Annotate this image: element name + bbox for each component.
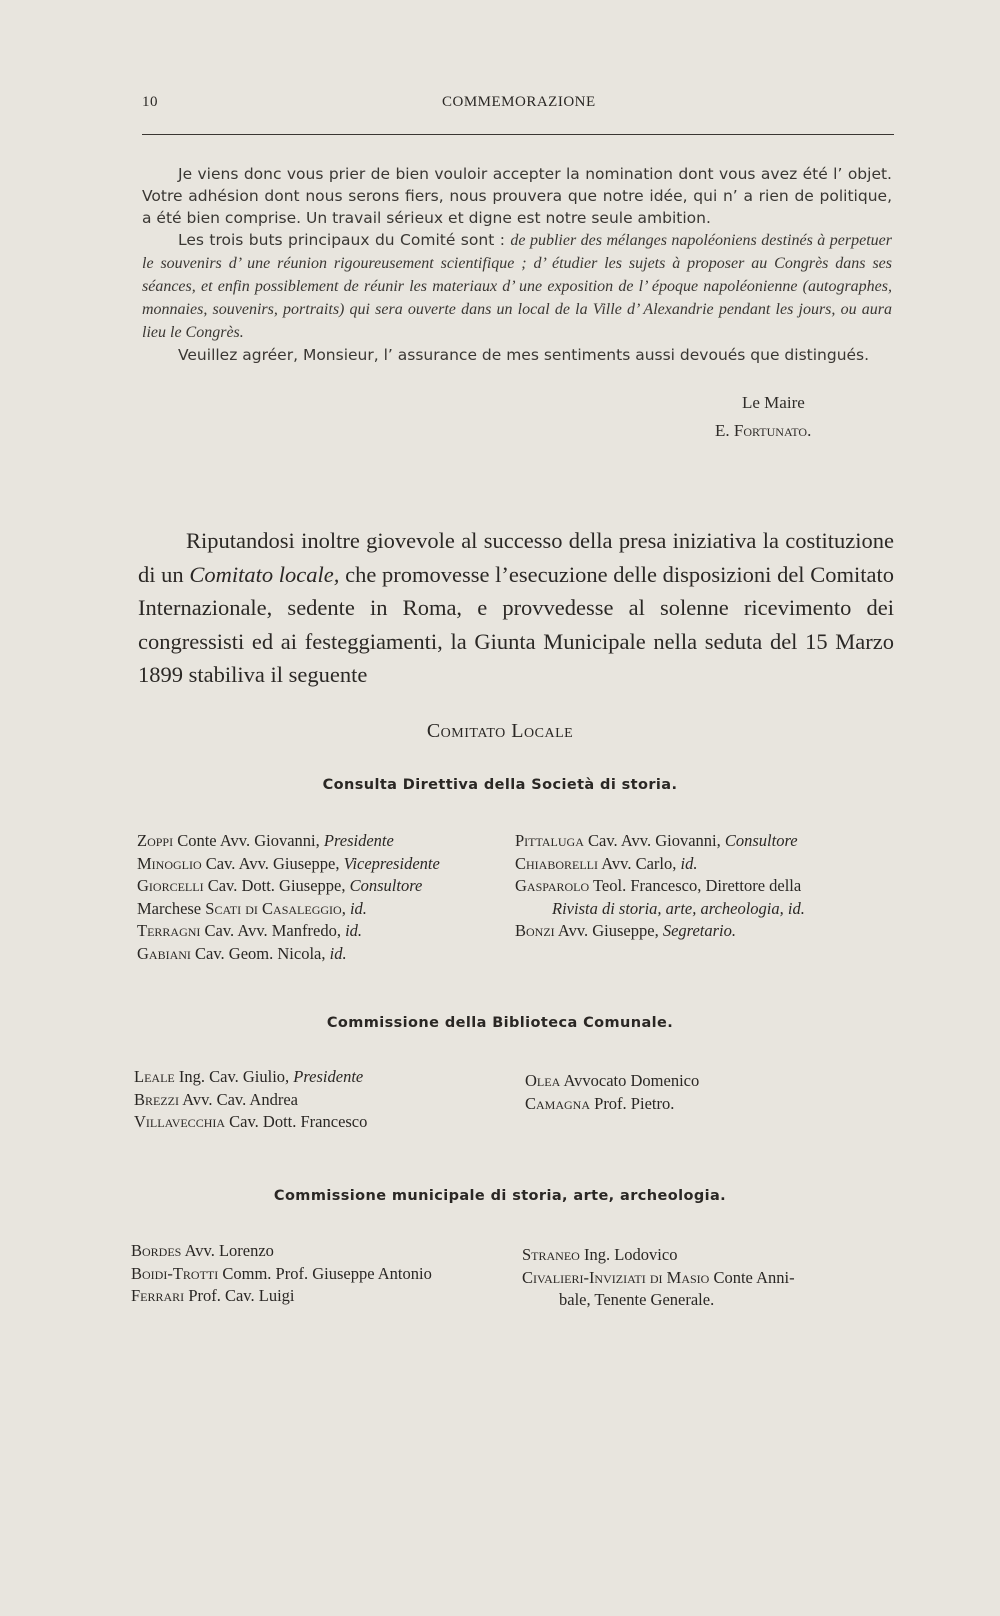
member-entry	[134, 1089, 367, 1112]
member-role: Consultore	[349, 876, 423, 895]
member-role: Segretario.	[662, 921, 736, 940]
consulta-left-column	[137, 830, 440, 965]
member-details: Avv. Lorenzo	[181, 1241, 274, 1260]
member-details: Avv. Carlo,	[598, 853, 681, 873]
member-role: Vicepresidente	[343, 853, 440, 873]
member-details: Avvocato Domenico	[560, 1071, 700, 1090]
member-surname: Zoppi	[137, 831, 174, 850]
member-details: Ing. Cav. Giulio,	[174, 1067, 294, 1086]
member-entry	[515, 830, 805, 853]
member-surname: Camagna	[525, 1093, 591, 1113]
signature-name: E. Fortunato.	[715, 421, 812, 440]
member-entry	[522, 1289, 795, 1312]
member-surname: Bordes	[131, 1241, 182, 1260]
member-surname: Boidi-Trotti	[131, 1263, 219, 1283]
member-entry	[137, 853, 440, 876]
member-details: Prof. Cav. Luigi	[184, 1286, 295, 1305]
member-details: Conte Avv. Giovanni,	[173, 831, 324, 850]
storia-right-column	[522, 1244, 795, 1312]
member-surname: Olea	[525, 1071, 561, 1090]
member-entry	[134, 1111, 367, 1134]
storia-left-column	[131, 1240, 432, 1308]
member-details: Conte Anni-	[709, 1267, 795, 1287]
member-entry	[522, 1244, 795, 1267]
member-role: Presidente	[323, 831, 394, 850]
member-details: Ing. Lodovico	[579, 1245, 678, 1264]
member-entry	[131, 1263, 432, 1286]
member-details: Teol. Francesco, Direttore della	[589, 876, 802, 895]
member-entry	[137, 875, 440, 898]
member-details: Prof. Pietro.	[590, 1093, 675, 1113]
member-surname: Pittaluga	[515, 831, 584, 850]
member-role: id.	[345, 921, 363, 940]
member-entry	[525, 1070, 699, 1093]
member-surname: Giorcelli	[137, 876, 204, 895]
member-continuation: bale, Tenente Generale.	[559, 1290, 715, 1309]
member-entry	[515, 853, 805, 876]
member-entry	[137, 898, 440, 921]
member-details: Cav. Avv. Manfredo,	[200, 921, 346, 940]
member-entry	[137, 830, 440, 853]
member-surname: Leale	[134, 1067, 175, 1086]
member-role: Presidente	[293, 1067, 364, 1086]
member-surname: Scati di Casaleggio	[205, 898, 342, 918]
header-rule	[142, 134, 894, 135]
member-entry	[515, 875, 805, 898]
member-entry	[134, 1066, 367, 1089]
member-surname: Gasparolo	[515, 876, 590, 895]
member-surname: Villavecchia	[134, 1112, 226, 1131]
signature-surname: Fortunato.	[733, 421, 812, 440]
member-details: Cav. Avv. Giuseppe,	[201, 853, 344, 873]
member-entry	[131, 1285, 432, 1308]
consulta-heading: Consulta Direttiva della Società di storia.	[322, 777, 678, 793]
narrative-italic: Comitato locale,	[189, 561, 340, 587]
member-details: Comm. Prof. Giuseppe Antonio	[218, 1263, 432, 1283]
member-entry	[137, 920, 440, 943]
letter-paragraph-2-lead: Les trois buts principaux du Comité sont :	[178, 231, 511, 249]
storia-heading: Commissione municipale di storia, arte, archeologia.	[273, 1188, 727, 1204]
member-surname: Brezzi	[134, 1089, 179, 1109]
letter-paragraph-2	[142, 229, 892, 344]
member-continuation: Rivista di storia, arte, archeologia, id.	[552, 898, 805, 918]
member-title: Marchese	[137, 898, 206, 918]
member-role: id.	[329, 943, 347, 963]
running-title: COMMEMORAZIONE	[442, 94, 596, 110]
member-details: ,	[341, 898, 350, 918]
consulta-right-column	[515, 830, 805, 943]
member-details: Cav. Geom. Nicola,	[190, 943, 330, 963]
biblioteca-heading: Commissione della Biblioteca Comunale.	[326, 1015, 674, 1031]
member-surname: Gabiani	[137, 943, 191, 963]
member-surname: Terragni	[137, 921, 201, 940]
member-surname: Straneo	[522, 1245, 580, 1264]
member-surname: Ferrari	[131, 1286, 185, 1305]
member-details: Cav. Dott. Francesco	[225, 1112, 368, 1131]
letter-paragraph-3: Veuillez agréer, Monsieur, l’ assurance de mes sentiments aussi devoués que distingués.	[178, 346, 870, 364]
member-entry	[525, 1093, 699, 1116]
member-surname: Minoglio	[137, 853, 202, 873]
member-entry	[131, 1240, 432, 1263]
section-title: Comitato Locale	[426, 720, 574, 742]
member-surname: Civalieri-Inviziati di Masio	[522, 1267, 710, 1287]
member-details: Cav. Dott. Giuseppe,	[203, 876, 350, 895]
narrative-text-b: che promovesse l’esecuzione delle disposizioni del Comitato Internazionale, sedente in Roma, e provvedesse al solenne ricevimento dei congressisti ed ai festeggiamenti, la Giunta Municipale nella seduta del 15 Marzo 1899 stabiliva il seguente	[138, 561, 894, 687]
page-number: 10	[142, 94, 158, 110]
member-role: id.	[349, 898, 367, 918]
letter-paragraph-2-italic: de publier des mélanges napoléoniens destinés à perpetuer le souvenirs d’ une réunion rigoureusement scientifique ; d’ étudier les sujets à proposer au Congrès dans ses séances, et enfin possiblement de réunir les materiaux d’ une exposition de l’ époque napoléonienne (autographes, monnaies, souvenirs, portraits) qui sera ouverte dans un local de la Ville d’ Alexandrie pendant les jours, ou aura lieu le Congrès.	[142, 232, 893, 341]
member-role: Consultore	[724, 831, 798, 850]
member-details: Avv. Cav. Andrea	[179, 1089, 298, 1109]
member-details: Cav. Avv. Giovanni,	[583, 831, 725, 850]
member-surname: Bonzi	[515, 921, 555, 940]
signature-role: Le Maire	[742, 393, 805, 412]
narrative-paragraph	[138, 524, 894, 692]
member-role: id.	[680, 853, 698, 873]
member-surname: Chiaborelli	[515, 853, 598, 873]
narrative-text-a: Riputandosi inoltre giovevole al successo della presa iniziativa la costituzione di un	[138, 528, 894, 587]
letter-paragraph-1: Je viens donc vous prier de bien vouloir accepter la nomination dont vous avez été l’ objet. Votre adhésion dont nous serons fiers, nous prouvera que notre idée, qui n’ a rien de politique, a été bien comprise. Un travail sérieux et digne est notre seule ambition.	[142, 165, 892, 227]
biblioteca-left-column	[134, 1066, 367, 1134]
member-entry	[515, 898, 805, 921]
member-entry	[522, 1267, 795, 1290]
biblioteca-right-column	[525, 1070, 699, 1115]
member-details: Avv. Giuseppe,	[554, 921, 663, 940]
quoted-letter	[142, 163, 892, 366]
member-entry	[515, 920, 805, 943]
member-entry	[137, 943, 440, 966]
